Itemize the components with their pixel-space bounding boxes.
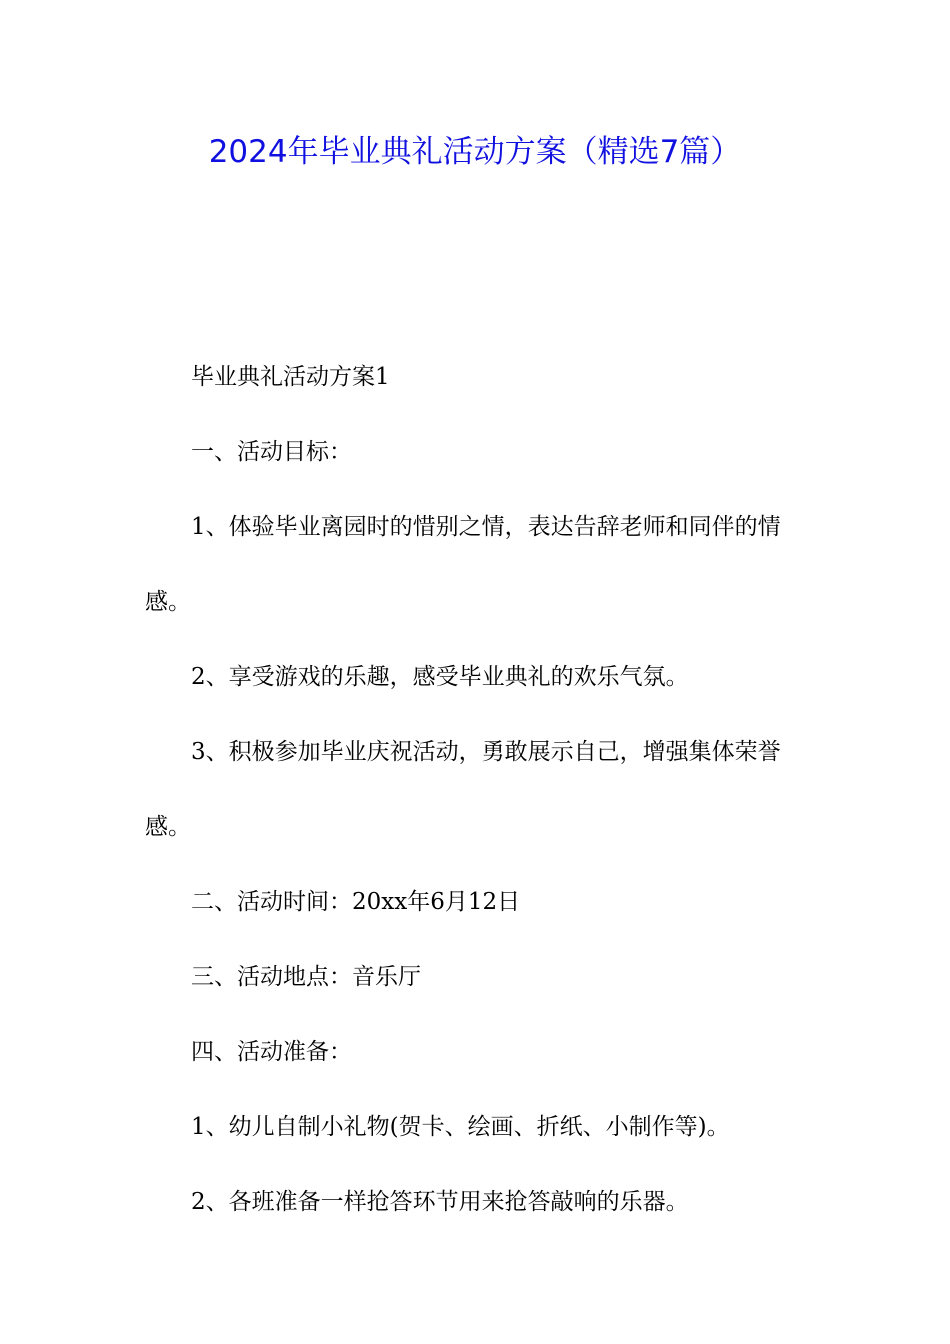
paragraph: 2、各班准备一样抢答环节用来抢答敲响的乐器。 xyxy=(191,1189,689,1215)
paragraph: 1、幼儿自制小礼物(贺卡、绘画、折纸、小制作等)。 xyxy=(191,1114,730,1140)
paragraph: 三、活动地点：音乐厅 xyxy=(191,964,421,990)
paragraph: 一、活动目标： xyxy=(191,439,352,465)
paragraph: 2、享受游戏的乐趣，感受毕业典礼的欢乐气氛。 xyxy=(191,664,689,690)
document-body xyxy=(145,340,810,1240)
paragraph: 二、活动时间：20xx年6月12日 xyxy=(191,889,521,915)
section-heading: 毕业典礼活动方案1 xyxy=(191,364,390,390)
paragraph: 1、体验毕业离园时的惜别之情，表达告辞老师和同伴的情感。 xyxy=(145,514,781,615)
paragraph: 四、活动准备： xyxy=(191,1039,352,1065)
paragraph: 3、积极参加毕业庆祝活动，勇敢展示自己，增强集体荣誉感。 xyxy=(145,739,781,840)
document-title: 2024年毕业典礼活动方案（精选7篇） xyxy=(208,134,742,170)
